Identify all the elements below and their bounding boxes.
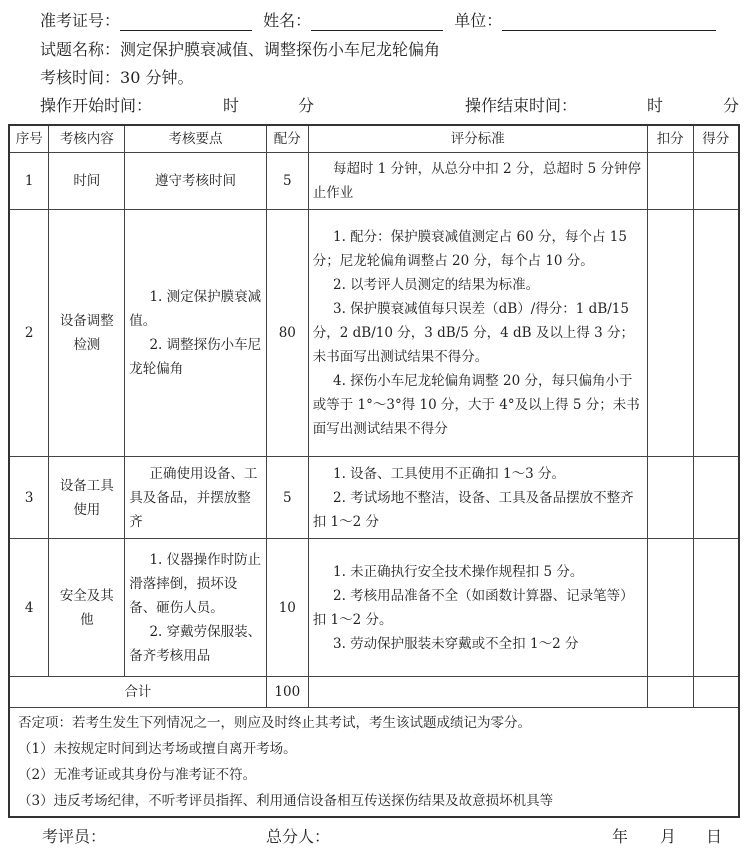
- start-hour-label: 时: [223, 96, 240, 115]
- operation-time-line: [40, 93, 740, 116]
- point-item: 正确使用设备、工具及备品，并摆放整齐: [129, 465, 258, 530]
- end-hour-label: 时: [647, 96, 664, 115]
- row-content: 设备调整检测: [49, 210, 125, 457]
- name-field[interactable]: [311, 14, 443, 31]
- examiner-label: 考评员：: [42, 827, 107, 846]
- veto-item: （3）违反考场纪律，不听考评员指挥、利用通信设备相互传送探伤结果及故意损坏机具等: [18, 793, 554, 809]
- total-deduct-cell[interactable]: [647, 677, 693, 708]
- table-row: [9, 539, 739, 677]
- exam-time: 30 分钟。: [120, 68, 194, 87]
- deduct-cell[interactable]: [647, 210, 693, 457]
- day-label: 日: [706, 827, 723, 846]
- row-score: 5: [266, 457, 308, 539]
- veto-item: （2）无准考证或其身份与准考证不符。: [18, 767, 257, 783]
- table-header-row: [9, 125, 739, 153]
- header-no: 序号: [9, 125, 49, 153]
- header-deduct: 扣分: [647, 125, 693, 153]
- row-points: [125, 539, 267, 677]
- row-no: 4: [9, 539, 49, 677]
- row-no: 3: [9, 457, 49, 539]
- table-row: [9, 457, 739, 539]
- scoring-table: [8, 124, 740, 818]
- month-label: 月: [660, 827, 677, 846]
- deduct-cell[interactable]: [647, 153, 693, 210]
- row-criteria: [308, 457, 647, 539]
- year-label: 年: [612, 827, 629, 846]
- point-item: 2. 穿戴劳保服装、备齐考核用品: [129, 623, 262, 664]
- exam-time-line: [40, 65, 193, 88]
- row-criteria: [308, 153, 647, 210]
- table-row: [9, 153, 739, 210]
- got-cell[interactable]: [693, 210, 739, 457]
- criteria-item: 4. 探伤小车尼龙轮偏角调整 20 分，每只偏角小于或等于 1°～3°得 10 分，大于 4°及以上得 5 分；未书面写出测试结果不得分: [312, 373, 640, 437]
- time-label: 考核时间：: [40, 68, 121, 87]
- start-minute-label: 分: [298, 96, 315, 115]
- total-label: 合计: [9, 677, 266, 708]
- deduct-cell[interactable]: [647, 457, 693, 539]
- criteria-item: 每超时 1 分钟，从总分中扣 2 分，总超时 5 分钟停止作业: [312, 161, 642, 201]
- deduct-cell[interactable]: [647, 539, 693, 677]
- exam-title-line: [40, 37, 440, 60]
- row-score: 10: [266, 539, 308, 677]
- header-score: 配分: [266, 125, 308, 153]
- row-score: 5: [266, 153, 308, 210]
- got-cell[interactable]: [693, 153, 739, 210]
- point-item: 1. 仪器操作时防止滑落摔倒，损坏设备、砸伤人员。: [129, 551, 262, 616]
- row-criteria: [308, 539, 647, 677]
- admission-line: [40, 8, 716, 31]
- criteria-item: 1. 配分：保护膜衰减值测定占 60 分，每个占 15 分；尼龙轮偏角调整占 20 分，每个占 10 分。: [312, 229, 627, 269]
- scorer-label: 总分人：: [266, 827, 331, 846]
- total-got-cell[interactable]: [693, 677, 739, 708]
- unit-field[interactable]: [502, 14, 716, 31]
- end-time-label: 操作结束时间：: [465, 96, 578, 115]
- table-row: [9, 210, 739, 457]
- row-content: 设备工具使用: [49, 457, 125, 539]
- criteria-item: 1. 设备、工具使用不正确扣 1～3 分。: [333, 465, 565, 482]
- veto-item: （1）未按规定时间到达考场或擅自离开考场。: [18, 741, 297, 757]
- got-cell[interactable]: [693, 539, 739, 677]
- total-row: [9, 677, 739, 708]
- header-criteria: 评分标准: [308, 125, 647, 153]
- criteria-item: 3. 保护膜衰减值每只误差（dB）/得分：1 dB/15 分，2 dB/10 分，3 dB/5 分，4 dB 及以上得 3 分；未书面写出测试结果不得分。: [312, 301, 635, 365]
- total-criteria-cell: [308, 677, 647, 708]
- start-time-label: 操作开始时间：: [40, 96, 153, 115]
- row-content: 安全及其他: [49, 539, 125, 677]
- title-label: 试题名称：: [40, 40, 121, 59]
- header-content: 考核内容: [49, 125, 125, 153]
- criteria-item: 2. 考核用品准备不全（如函数计算器、记录笔等）扣 1～2 分。: [312, 587, 634, 628]
- criteria-item: 1. 未正确执行安全技术操作规程扣 5 分。: [333, 563, 584, 580]
- veto-section: [9, 708, 739, 818]
- row-points: [125, 457, 267, 539]
- unit-label: 单位：: [454, 11, 503, 30]
- exam-title: 测定保护膜衰减值、调整探伤小车尼龙轮偏角: [120, 40, 441, 59]
- header-points: 考核要点: [125, 125, 267, 153]
- row-no: 2: [9, 210, 49, 457]
- criteria-item: 2. 以考评人员测定的结果为标准。: [333, 277, 540, 293]
- row-criteria: [308, 210, 647, 457]
- point-item: 1. 测定保护膜衰减值。: [129, 289, 262, 329]
- row-points: [125, 210, 267, 457]
- criteria-item: 3. 劳动保护服装未穿戴或不全扣 1～2 分: [333, 635, 579, 652]
- row-score: 80: [266, 210, 308, 457]
- row-no: 1: [9, 153, 49, 210]
- row-points: 遵守考核时间: [125, 153, 267, 210]
- row-content: 时间: [49, 153, 125, 210]
- end-minute-label: 分: [723, 96, 740, 115]
- criteria-item: 2. 考试场地不整洁，设备、工具及备品摆放不整齐扣 1～2 分: [312, 489, 634, 530]
- admission-label: 准考证号：: [40, 11, 121, 30]
- veto-row: [9, 708, 739, 818]
- admission-field[interactable]: [120, 14, 252, 31]
- total-score: 100: [266, 677, 308, 708]
- header-got: 得分: [693, 125, 739, 153]
- point-item: 2. 调整探伤小车尼龙轮偏角: [129, 337, 262, 377]
- name-label: 姓名：: [263, 11, 312, 30]
- got-cell[interactable]: [693, 457, 739, 539]
- veto-item: 否定项：若考生发生下列情况之一，则应及时终止其考试，考生该试题成绩记为零分。: [18, 715, 531, 731]
